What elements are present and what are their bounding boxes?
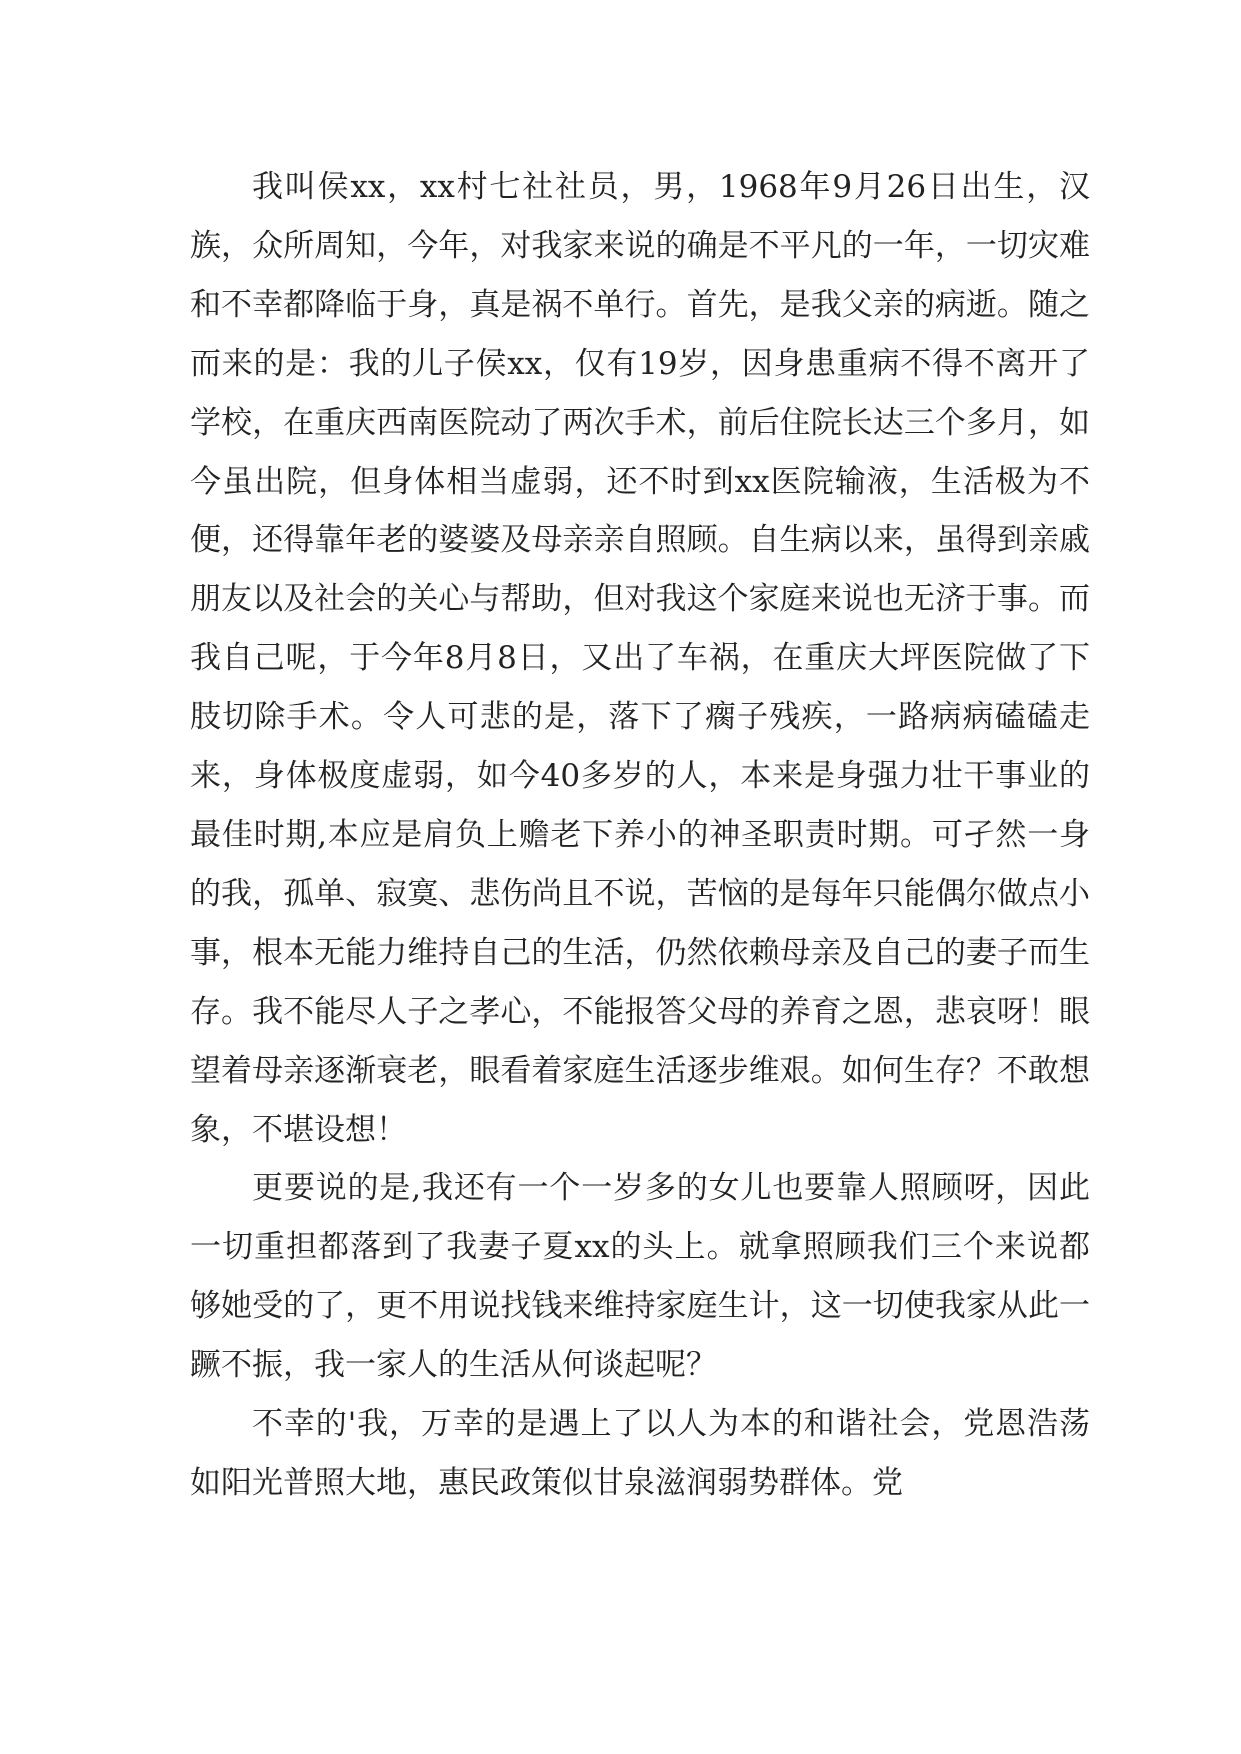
document-body <box>190 158 1090 1513</box>
paragraph-gratitude: 不幸的'我，万幸的是遇上了以人为本的和谐社会，党恩浩荡如阳光普照大地，惠民政策似甘泉滋润弱势群体。党 <box>190 1406 1090 1501</box>
paragraph-family-hardship: 我叫侯xx，xx村七社社员，男，1968年9月26日出生，汉族，众所周知，今年，对我家来说的确是不平凡的一年，一切灾难和不幸都降临于身，真是祸不单行。首先，是我父亲的病逝。随之而来的是：我的儿子侯xx，仅有19岁，因身患重病不得不离开了学校，在重庆西南医院动了两次手术，前后住院长达三个多月，如今虽出院，但身体相当虚弱，还不时到xx医院输液，生活极为不便，还得靠年老的婆婆及母亲亲自照顾。自生病以来，虽得到亲戚朋友以及社会的关心与帮助，但对我这个家庭来说也无济于事。而我自己呢，于今年8月8日，又出了车祸，在重庆大坪医院做了下肢切除手术。令人可悲的是，落下了瘸子残疾，一路病病磕磕走来，身体极度虚弱，如今40多岁的人，本来是身强力壮干事业的最佳时期,本应是肩负上赡老下养小的神圣职责时期。可孑然一身的我，孤单、寂寞、悲伤尚且不说，苦恼的是每年只能偶尔做点小事，根本无能力维持自己的生活，仍然依赖母亲及自己的妻子而生存。我不能尽人子之孝心，不能报答父母的养育之恩，悲哀呀！眼望着母亲逐渐衰老，眼看着家庭生活逐步维艰。如何生存？不敢想象，不堪设想！ <box>190 169 1090 1148</box>
paragraph-wife-burden: 更要说的是,我还有一个一岁多的女儿也要靠人照顾呀，因此一切重担都落到了我妻子夏xx的头上。就拿照顾我们三个来说都够她受的了，更不用说找钱来维持家庭生计，这一切使我家从此一蹶不振，我一家人的生活从何谈起呢？ <box>190 1170 1090 1384</box>
